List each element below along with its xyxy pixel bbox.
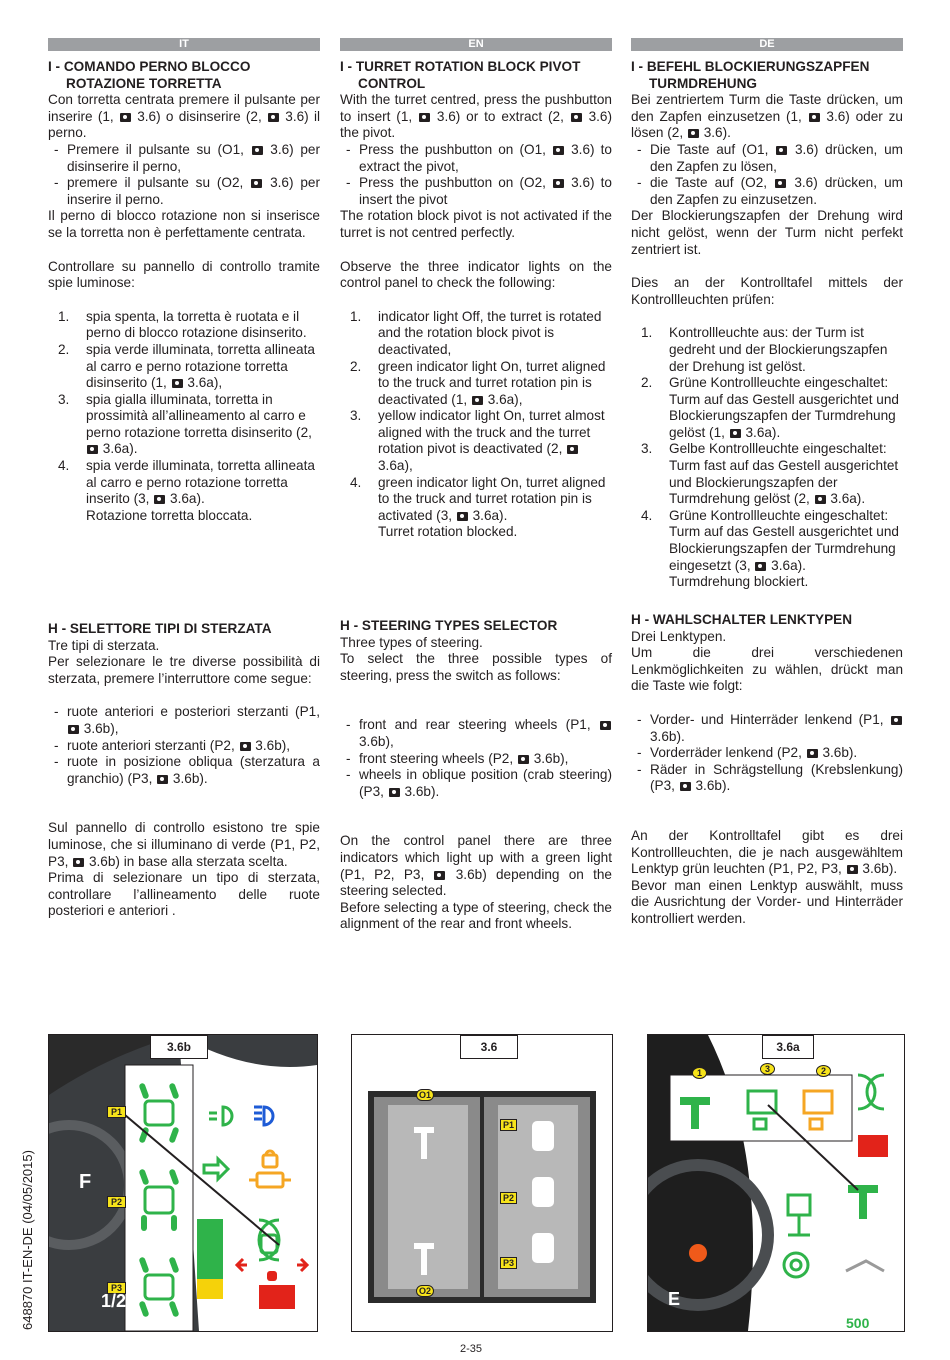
dash-list [340,717,612,800]
camera-icon [120,113,131,122]
figure-3-6 [351,1034,613,1332]
camera-icon [600,721,611,730]
document-code: 648870 IT-EN-DE (04/05/2015) [20,1150,35,1330]
paragraph: Before selecting a type of steering, check the alignment of the rear and front wheels. [340,899,612,932]
camera-icon [457,512,468,521]
figure-3-6b [48,1034,318,1332]
camera-icon [680,782,691,791]
paragraph: Sul pannello di controllo esistono tre spie luminose, che si illuminano di verde (P1, P2, P3, 3.6b) in base alla sterzata scelta. [48,820,320,869]
display-value: 500 [846,1315,870,1331]
dial-letter-e: E [668,1289,681,1309]
dash-list [340,142,612,208]
figure-label: 3.6b [150,1035,208,1059]
list-item: 2. spia verde illuminata, torretta allineata al carro e perno rotazione torretta disinserito (1, 3.6a), [58,341,315,391]
list-item: - Press the pushbutton on (O1, 3.6) to extract the pivot, [340,142,612,175]
camera-icon [776,146,787,155]
section-i-de [631,59,903,591]
camera-icon [518,755,529,764]
section-title: I - TURRET ROTATION BLOCK PIVOT CONTROL [340,59,581,91]
list-item: 3. yellow indicator light On, turret almost aligned with the truck and the turret rotation pivot is deactivated (2, 3.6a), [350,408,605,474]
callout-2: 2 [816,1065,831,1077]
section-h-de [631,612,903,928]
callout-o1: O1 [416,1089,434,1101]
paragraph: Prima di selezionare un tipo di sterzata, controllare l’allineamento delle ruote posteriori e anteriori . [48,870,320,919]
paragraph: An der Kontrolltafel gibt es drei Kontrollleuchten, die je nach ausgewähltem Lenktyp grün leuchten (P1, P2, P3, 3.6b). [631,827,903,877]
column-en [340,38,613,932]
camera-icon [815,495,826,504]
camera-icon [434,871,445,880]
list-item: 1. indicator light Off, the turret is rotated and the rotation block pivot is deactivated, [350,308,602,357]
list-item: - front and rear steering wheels (P1, 3.6b), [340,717,612,750]
list-item: - Premere il pulsante su (O1, 3.6) per disinserire il perno, [48,142,320,175]
camera-icon [252,146,263,155]
column-it [48,38,321,919]
paragraph: The rotation block pivot is not activated if the turret is not centred perfectly. [340,208,612,240]
section-title: I - BEFEHL BLOCKIERUNGSZAPFEN TURMDREHUNG [631,59,870,91]
section-title: H - STEERING TYPES SELECTOR [340,618,558,633]
camera-icon [389,788,400,797]
dashboard-turret-image [648,1035,904,1331]
paragraph: Bevor man einen Lenktyp auswählt, muss die Ausrichtung der Vorder- und Hinterräder kontrolliert werden. [631,877,903,926]
list-item: 2. green indicator light On, turret aligned to the truck and turret rotation pin is deactivated (1, 3.6a), [350,358,606,407]
paragraph: Drei Lenktypen. [631,628,727,644]
lang-header-de: DE [631,38,903,51]
camera-icon [240,742,251,751]
list-item: 1. Kontrollleuchte aus: der Turm ist gedreht und der Blockierungszapfen der Drehung ist gelöst. [641,325,888,374]
camera-icon [807,749,818,758]
dash-list [48,142,320,208]
column-de [631,38,904,926]
list-item: - Press the pushbutton on (O2, 3.6) to insert the pivot [340,175,612,208]
paragraph: Tre tipi di sterzata. [48,637,160,653]
numbered-list [340,309,612,541]
lang-header-it: IT [48,38,320,51]
paragraph: Observe the three indicator lights on the control panel to check the following: [340,258,612,291]
list-item: - ruote anteriori sterzanti (P2, 3.6b), [48,738,320,755]
numbered-list [631,325,903,591]
camera-icon [553,146,564,155]
camera-icon [755,562,766,571]
numbered-list [48,309,320,525]
list-item: - front steering wheels (P2, 3.6b), [340,751,612,768]
paragraph: On the control panel there are three indicators which light up with a green light (P1, P2, P3, 3.6b) depending on the steering selected. [340,833,612,899]
camera-icon [567,445,578,454]
section-title: H - SELETTORE TIPI DI STERZATA [48,621,272,636]
callout-p1: P1 [107,1106,126,1118]
camera-icon [688,129,699,138]
list-item: - premere il pulsante su (O2, 3.6) per inserire il perno. [48,175,320,208]
paragraph: Der Blockierungszapfen der Drehung wird nicht gelöst, wenn der Turm nicht perfekt zentriert ist. [631,208,903,257]
list-item: 1. spia spenta, la torretta è ruotata e il perno di blocco rotazione disinserito. [58,308,307,341]
list-item: - die Taste auf (O2, 3.6) drücken, um den Zapfen zu einzusetzen. [631,175,903,208]
callout-p3: P3 [107,1282,126,1294]
list-item: 2. Grüne Kontrollleuchte eingeschaltet: Turm auf das Gestell ausgerichtet und Blockierungszapfen der Turmdrehung gelöst (1, 3.6a). [641,375,899,440]
section-title: I - COMANDO PERNO BLOCCO ROTAZIONE TORRETTA [48,59,251,91]
camera-icon [73,858,84,867]
callout-1: 1 [692,1067,707,1079]
camera-icon [730,429,741,438]
page-number: 2-35 [460,1343,483,1355]
camera-icon [775,179,786,188]
callout-p3: P3 [500,1257,517,1269]
dash-list [48,704,320,787]
figure-label: 3.6a [762,1035,814,1059]
list-item: 3. spia gialla illuminata, torretta in prossimità all’allineamento al carro e perno rotazione torretta disinserito (2, 3.6a). [58,391,312,457]
section-h-en [340,618,612,933]
list-item: - Vorder- und Hinterräder lenkend (P1, 3.6b). [631,712,903,745]
callout-o2: O2 [416,1285,434,1297]
dash-list [631,142,903,208]
camera-icon [154,495,165,504]
paragraph: Il perno di blocco rotazione non si inserisce se la torretta non è perfettamente centrata. [48,208,320,240]
list-item: 4. spia verde illuminata, torretta allineata al carro e perno rotazione torretta inserito (3, 3.6a). Rotazione torretta bloccata. [58,458,315,523]
camera-icon [419,113,430,122]
list-item: - wheels in oblique position (crab steering) (P3, 3.6b). [340,767,612,800]
section-i-en [340,59,612,541]
paragraph: Bei zentriertem Turm die Taste drücken, um den Zapfen einzusetzen (1, 3.6) oder zu lösen (2, 3.6). [631,92,903,141]
callout-p2: P2 [107,1196,126,1208]
camera-icon [472,396,483,405]
camera-icon [251,179,262,188]
section-title: H - WAHLSCHALTER LENKTYPEN [631,612,853,627]
callout-p2: P2 [500,1192,517,1204]
callout-p1: P1 [500,1119,517,1131]
pushbutton-panel-image [352,1035,612,1331]
camera-icon [68,725,79,734]
figure-3-6a [647,1034,905,1332]
dial-letter-f: F [79,1171,92,1193]
paragraph: Dies an der Kontrolltafel mittels der Kontrollleuchten prüfen: [631,275,903,307]
lang-header-en: EN [340,38,612,51]
dial-fraction: 1/2 [101,1291,127,1311]
list-item: - Vorderräder lenkend (P2, 3.6b). [631,745,903,762]
section-h-it [48,621,320,920]
list-item: - Räder in Schrägstellung (Krebslenkung) (P3, 3.6b). [631,762,903,795]
paragraph: Per selezionare le tre diverse possibilità di sterzata, premere l’interruttore come segue: [48,654,320,686]
paragraph: To select the three possible types of steering, press the switch as follows: [340,651,612,683]
list-item: - Die Taste auf (O1, 3.6) drücken, um den Zapfen zu lösen, [631,142,903,175]
camera-icon [553,179,564,188]
list-item: - ruote in posizione obliqua (sterzatura a granchio) (P3, 3.6b). [48,754,320,787]
paragraph: Controllare su pannello di controllo tramite spie luminose: [48,258,320,291]
camera-icon [172,379,183,388]
camera-icon [809,113,820,122]
callout-3: 3 [760,1063,775,1075]
dash-list [631,712,903,795]
paragraph: Con torretta centrata premere il pulsante per inserire (1, 3.6) o disinserire (2, 3.6) il perno. [48,92,320,141]
figure-label: 3.6 [460,1035,518,1059]
paragraph: With the turret centred, press the pushbutton to insert (1, 3.6) or to extract (2, 3.6) the pivot. [340,92,613,141]
section-i-it [48,59,320,524]
camera-icon [847,865,858,874]
camera-icon [87,445,98,454]
list-item: 4. Grüne Kontrollleuchte eingeschaltet: Turm auf das Gestell ausgerichtet und Blockierungszapfen der Turmdrehung eingesetzt (3, 3.6a). Turmdrehung blockiert. [641,507,899,590]
camera-icon [157,775,168,784]
camera-icon [268,113,279,122]
paragraph: Um die drei verschiedenen Lenkmöglichkeiten zu wählen, drückt man die Taste wie folgt: [631,645,903,694]
paragraph: Three types of steering. [340,634,483,650]
list-item: - ruote anteriori e posteriori sterzanti (P1, 3.6b), [48,704,320,737]
list-item: 3. Gelbe Kontrollleuchte eingeschaltet: Turm fast auf das Gestell ausgerichtet und Blockierungszapfen der Turmdrehung gelöst (2, 3.6a). [641,441,899,507]
list-item: 4. green indicator light On, turret aligned to the truck and turret rotation pin is activated (3, 3.6a). Turret rotation blocked. [350,474,606,540]
camera-icon [571,113,582,122]
camera-icon [891,716,902,725]
